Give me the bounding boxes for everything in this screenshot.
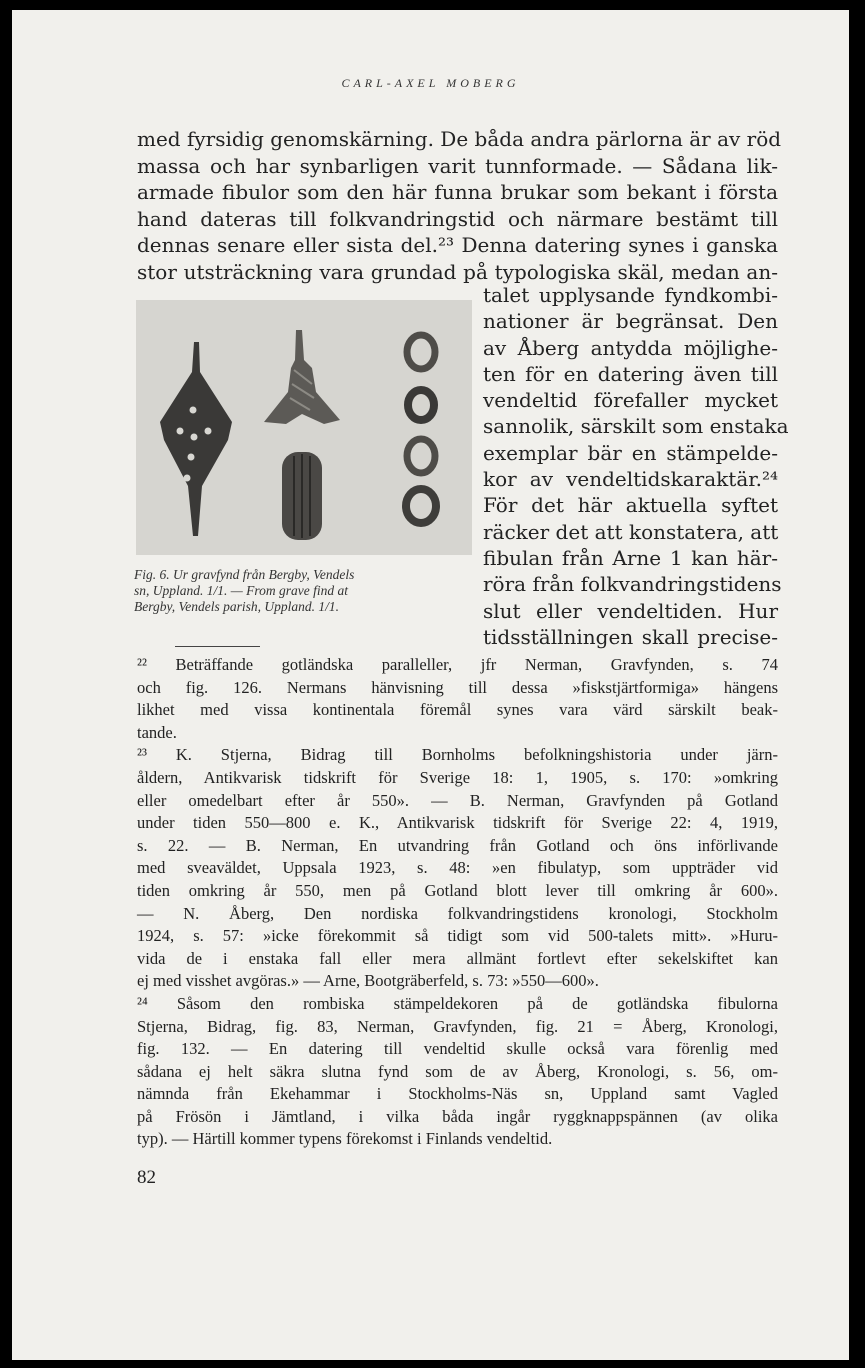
footnote-line: s. 22. — B. Nerman, En utvandring från Gotland och öns införlivande: [137, 835, 778, 855]
footnote-line: och fig. 126. Nermans hänvisning till dessa »fiskstjärtformiga» hängens: [137, 677, 778, 697]
text-line: armade fibulor som den här funna brukar som bekant i första: [137, 180, 778, 204]
footnote-line: Stjerna, Bidrag, fig. 83, Nerman, Gravfynden, fig. 21 = Åberg, Kronologi,: [137, 1016, 778, 1036]
footnote-line: nämnda från Ekehammar i Stockholms-Näs sn, Uppland samt Vagled: [137, 1084, 778, 1104]
footnote-line: tiden omkring år 550, men på Gotland blott lever till omkring år 600».: [137, 880, 778, 900]
footnote-22: [137, 654, 778, 744]
text-line: med fyrsidig genomskärning. De båda andra pärlorna är av röd: [137, 127, 782, 151]
side-text: [483, 282, 789, 650]
text-line: dennas senare eller sista del.²³ Denna datering synes i ganska: [137, 233, 778, 257]
footnote-line: ²² Beträffande gotländska paralleller, jfr Nerman, Gravfynden, s. 74: [137, 655, 778, 674]
footnote-line: — N. Åberg, Den nordiska folkvandringstidens kronologi, Stockholm: [137, 903, 778, 923]
text-line: tidsställningen skall precise-: [483, 624, 778, 649]
caption-line: Bergby, Vendels parish, Uppland. 1/1.: [134, 599, 339, 614]
footnote-line: typ). — Härtill kommer typens förekomst i Finlands vendeltid.: [137, 1129, 553, 1149]
footnote-24: [137, 993, 778, 1151]
footnote-23: [137, 744, 778, 993]
caption-line: Fig. 6. Ur gravfynd från Bergby, Vendels: [134, 567, 355, 582]
caption-line: sn, Uppland. 1/1. — From grave find at: [134, 583, 348, 598]
footnote-line: tande.: [137, 722, 177, 742]
footnote-line: under tiden 550—800 e. K., Antikvarisk tidskrift för Sverige 22: 4, 1919,: [137, 813, 778, 833]
text-line: massa och har synbarligen varit tunnformade. — Sådana lik-: [137, 153, 778, 178]
footnotes: [137, 654, 778, 1151]
figure-caption: [134, 567, 464, 615]
footnote-line: 1924, s. 57: »icke förekommit så tidigt som vid 500-talets mitt». »Huru-: [137, 926, 778, 946]
text-line: röra från folkvandringstidens: [483, 572, 782, 597]
footnote-line: ej med visshet avgöras.» — Arne, Bootgräberfeld, s. 73: »550—600».: [137, 971, 599, 991]
footnote-rule: [175, 646, 260, 647]
book-page: [12, 10, 849, 1360]
footnote-line: ²³ K. Stjerna, Bidrag till Bornholms befolkningshistoria under järn-: [137, 745, 778, 765]
text-line: exemplar bär en stämpelde-: [483, 440, 778, 465]
text-line: räcker det att konstatera, att: [483, 519, 779, 544]
running-head: CARL-AXEL MOBERG: [341, 76, 520, 90]
footnote-line: på Frösön i Jämtland, i vilka båda ingår ryggknappspännen (av olika: [137, 1106, 778, 1126]
footnote-line: eller omedelbart efter år 550». — B. Nerman, Gravfynden på Gotland: [137, 790, 778, 810]
footnote-line: åldern, Antikvarisk tidskrift för Sverige 18: 1, 1905, s. 170: »omkring: [137, 767, 778, 787]
text-line: kor av vendeltidskaraktär.²⁴: [483, 467, 778, 492]
footnote-line: ²⁴ Såsom den rombiska stämpeldekoren på de gotländska fibulorna: [137, 993, 778, 1013]
text-line: sannolik, särskilt som enstaka: [483, 414, 789, 439]
text-line: ten för en datering även till: [483, 361, 778, 386]
cylinder-bead-icon: [282, 452, 322, 540]
text-line: vendeltid förefaller mycket: [483, 388, 778, 413]
footnote-line: likhet med vissa kontinentala föremål synes vara värd särskilt beak-: [137, 700, 778, 720]
text-line: stor utsträckning vara grundad på typologiska skäl, medan an-: [137, 259, 778, 284]
text-line: slut eller vendeltiden. Hur: [483, 598, 778, 623]
footnote-line: fig. 132. — En datering till vendeltid skulle också vara förenlig med: [137, 1039, 778, 1059]
text-line: För det här aktuella syftet: [483, 493, 778, 518]
text-line: nationer är begränsat. Den: [483, 309, 778, 334]
footnote-line: sådana ej helt säkra slutna fynd som de av Åberg, Kronologi, s. 56, om-: [137, 1061, 778, 1081]
text-line: hand dateras till folkvandringstid och närmare bestämt till: [137, 206, 778, 231]
main-text: [137, 126, 782, 285]
page-number: 82: [137, 1167, 156, 1188]
footnote-line: med sveaväldet, Uppsala 1923, s. 48: »en fibulatyp, som uppträder vid: [137, 858, 778, 878]
figure-photo: [136, 300, 472, 555]
text-line: talet upplysande fyndkombi-: [483, 283, 778, 307]
text-line: fibulan från Arne 1 kan här-: [483, 545, 778, 570]
artifact-illustration: [136, 300, 472, 555]
text-line: av Åberg antydda möjlighe-: [483, 335, 778, 360]
footnote-line: vida de i enstaka fall eller mera allmänt fortlevt efter sekelskiftet kan: [137, 948, 778, 968]
